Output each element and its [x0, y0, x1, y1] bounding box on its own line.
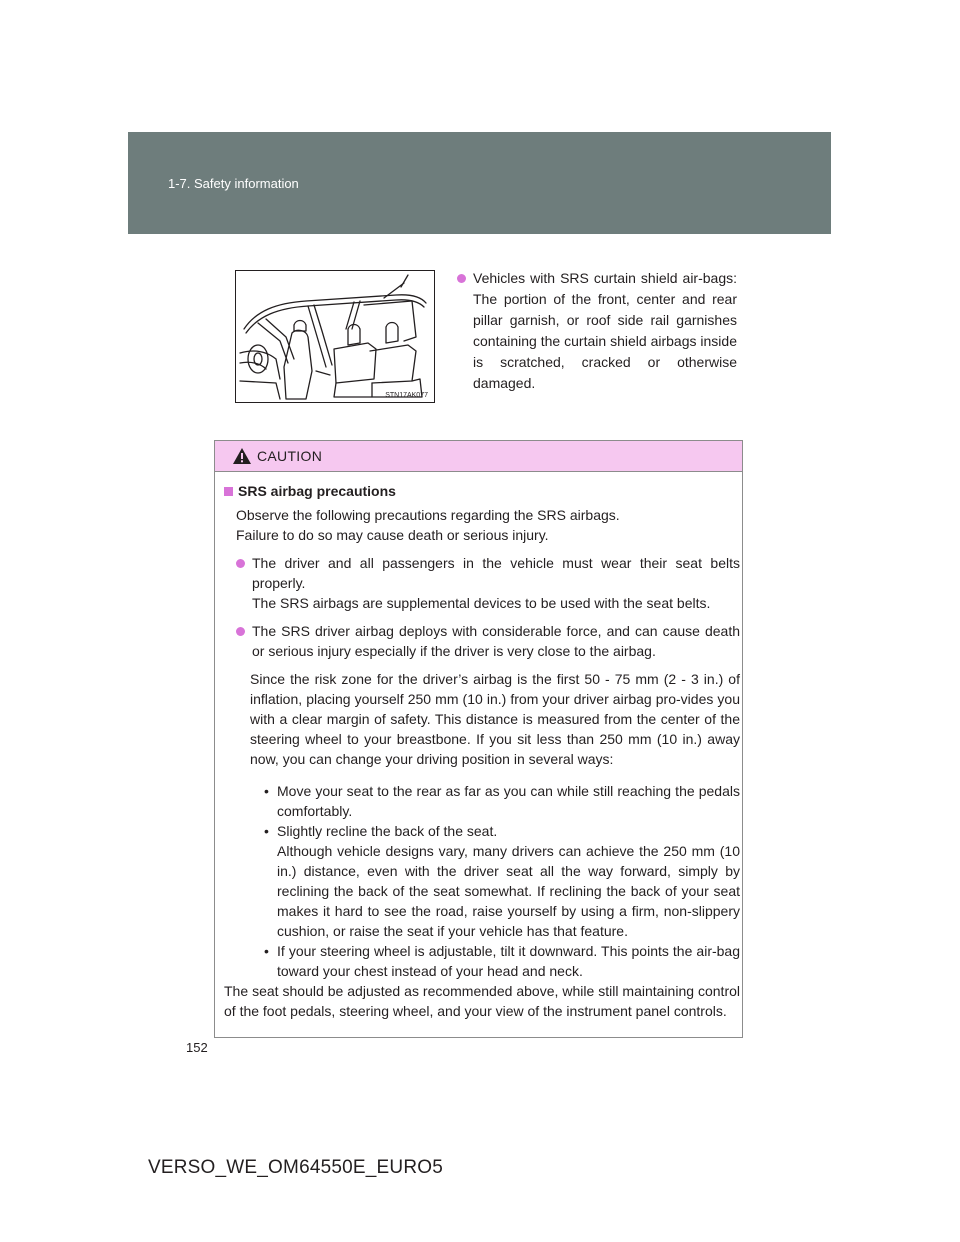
- bullet1-line1: The driver and all passengers in the vehicle must wear their seat belts properly.: [252, 555, 740, 591]
- square-bullet-icon: [224, 487, 233, 496]
- step-item-1: • Move your seat to the rear as far as you can while still reaching the pedals comfortably.: [264, 783, 740, 819]
- warning-triangle-icon: [232, 447, 252, 465]
- document-code: VERSO_WE_OM64550E_EURO5: [148, 1157, 443, 1178]
- interior-drawing-icon: [236, 271, 434, 402]
- step1-text: Move your seat to the rear as far as you can while still reaching the pedals comfortably.: [277, 783, 740, 819]
- bullet-dot-icon: [236, 627, 245, 636]
- step-item-3: • If your steering wheel is adjustable, tilt it downward. This points the air-bag toward your chest instead of your head and neck.: [264, 943, 740, 979]
- caution-box: [214, 440, 743, 1038]
- bullet-dot-icon: [457, 274, 466, 283]
- bullet2-text: The SRS driver airbag deploys with considerable force, and can cause death or serious injury especially if the driver is very close to the airbag.: [252, 623, 740, 659]
- step-item-2: • Slightly recline the back of the seat. Although vehicle designs vary, many drivers can achieve the 250 mm (10 in.) distance, even with the driver seat all the way forward, simply by reclining the back of the seat somewhat. If reclining the back of your seat makes it hard to see the road, raise yourself by using a firm, non-slippery cushion, or raise the seat if your vehicle has that feature.: [264, 823, 740, 939]
- caution-closing: The seat should be adjusted as recommended above, while still maintaining control of the foot pedals, steering wheel, and your view of the instrument panel controls.: [224, 983, 740, 1019]
- vehicle-interior-illustration: [235, 270, 435, 403]
- bullet2-detail: Since the risk zone for the driver’s airbag is the first 50 - 75 mm (2 - 3 in.) of inflation, placing yourself 250 mm (10 in.) from your driver airbag pro-vides you with a clear margin of safety. This distance is measured from the center of the steering wheel to your breastbone. If you sit less than 250 mm (10 in.) away now, you can change your driving position in several ways:: [250, 671, 740, 767]
- caution-title: CAUTION: [257, 448, 323, 464]
- intro-bullet: [457, 268, 737, 394]
- caution-header: [215, 441, 742, 472]
- caution-section-title: SRS airbag precautions: [238, 483, 396, 499]
- caution-section-heading: [224, 481, 740, 501]
- section-header: [128, 132, 831, 234]
- figure-code: STN17AK077: [385, 392, 428, 399]
- intro-bullet-text: Vehicles with SRS curtain shield air-bags: The portion of the front, center and rear pillar garnish, or roof side rail garnishes containing the curtain shield airbags inside is scratched, cracked or otherwise damaged.: [473, 270, 737, 391]
- step2-line2: Although vehicle designs vary, many drivers can achieve the 250 mm (10 in.) distance, even with the driver seat all the way forward, simply by reclining the back of the seat somewhat. If reclining the back of your seat makes it hard to see the road, raise yourself by using a firm, non-slippery cushion, or raise the seat if your vehicle has that feature.: [277, 843, 740, 939]
- caution-body: [224, 481, 740, 1021]
- caution-intro-line1: Observe the following precautions regarding the SRS airbags.: [236, 507, 620, 523]
- caution-intro: [224, 505, 740, 545]
- step2-line1: Slightly recline the back of the seat.: [277, 823, 498, 839]
- bullet1-line2: The SRS airbags are supplemental devices to be used with the seat belts.: [252, 595, 711, 611]
- section-title: 1-7. Safety information: [168, 176, 299, 191]
- caution-bullet-1: [224, 553, 740, 613]
- caution-bullet-2: [224, 621, 740, 661]
- bullet-dot-icon: [236, 559, 245, 568]
- page-number: 152: [186, 1040, 208, 1055]
- step3-text: If your steering wheel is adjustable, tilt it downward. This points the air-bag toward your chest instead of your head and neck.: [277, 943, 740, 979]
- caution-intro-line2: Failure to do so may cause death or serious injury.: [236, 527, 549, 543]
